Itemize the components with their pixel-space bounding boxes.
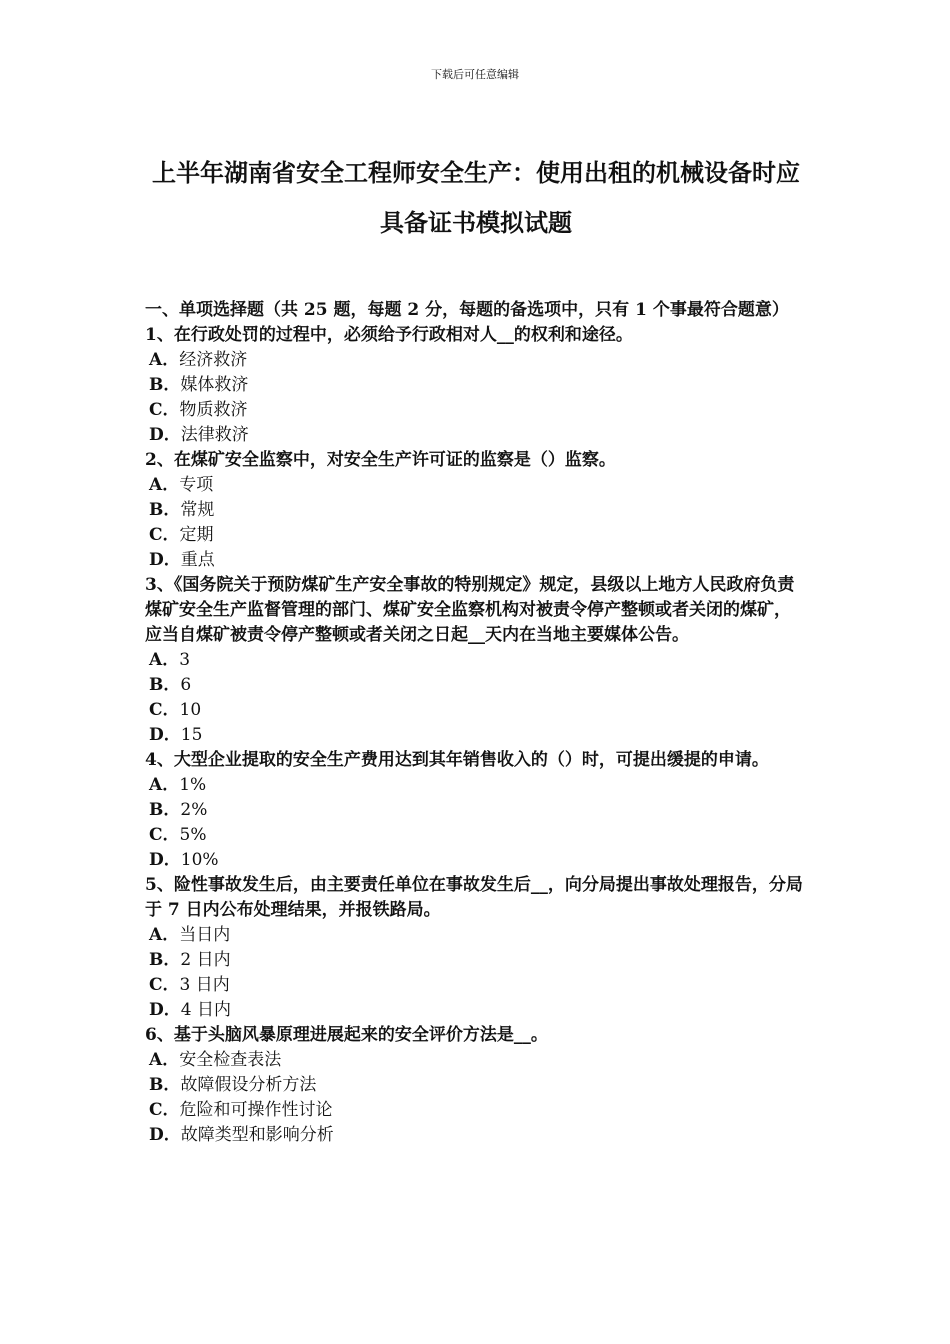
question-stem: 1、在行政处罚的过程中，必须给予行政相对人__的权利和途径。 [145, 325, 633, 345]
question-block [145, 1023, 807, 1148]
option-letter: A． [149, 775, 180, 795]
option-text: 重点 [180, 550, 215, 570]
option-item [145, 798, 807, 823]
option-text: 常规 [180, 500, 215, 520]
option-letter: B． [149, 950, 181, 970]
option-text: 媒体救济 [180, 375, 249, 395]
option-text: 安全检查表法 [179, 1050, 282, 1070]
option-item [145, 473, 807, 498]
option-letter: B． [149, 675, 181, 695]
option-item [145, 948, 807, 973]
question-stem: 6、基于头脑风暴原理进展起来的安全评价方法是__。 [145, 1025, 548, 1045]
option-list [145, 648, 807, 748]
option-letter: B． [149, 800, 181, 820]
option-letter: D． [149, 725, 181, 745]
option-item [145, 998, 807, 1023]
option-letter: A． [149, 475, 180, 495]
document-title: 上半年湖南省安全工程师安全生产：使用出租的机械设备时应具备证书模拟试题 [152, 158, 800, 237]
option-list [145, 473, 807, 573]
option-list [145, 348, 807, 448]
option-letter: D． [149, 425, 181, 445]
question-list [145, 323, 807, 1148]
option-letter: C． [149, 825, 180, 845]
option-letter: C． [149, 700, 180, 720]
option-text: 1% [179, 775, 207, 795]
question-block [145, 573, 807, 748]
option-item [145, 373, 807, 398]
option-letter: C． [149, 1100, 180, 1120]
option-item [145, 698, 807, 723]
option-item [145, 723, 807, 748]
option-item [145, 773, 807, 798]
option-item [145, 648, 807, 673]
question-block [145, 448, 807, 573]
header-note: 下载后可任意编辑 [431, 68, 519, 81]
option-item [145, 1073, 807, 1098]
option-text: 专项 [179, 475, 214, 495]
option-letter: A． [149, 650, 180, 670]
option-letter: B． [149, 375, 181, 395]
question-stem: 3、《国务院关于预防煤矿生产安全事故的特别规定》规定，县级以上地方人民政府负责煤矿安全生产监督管理的部门、煤矿安全监察机构对被责令停产整顿或者关闭的煤矿，应当自煤矿被责令停产整顿或者关闭之日起__天内在当地主要媒体公告。 [145, 575, 795, 645]
option-letter: C． [149, 525, 180, 545]
option-item [145, 398, 807, 423]
question-block [145, 873, 807, 1023]
option-text: 5% [179, 825, 207, 845]
question-stem: 5、险性事故发生后，由主要责任单位在事故发生后__，向分局提出事故处理报告，分局于 7 日内公布处理结果，并报铁路局。 [145, 875, 803, 920]
option-letter: B． [149, 1075, 181, 1095]
option-letter: A． [149, 350, 180, 370]
option-text: 2 日内 [180, 950, 231, 970]
option-list [145, 1048, 807, 1148]
option-item [145, 548, 807, 573]
option-item [145, 823, 807, 848]
option-text: 故障类型和影响分析 [180, 1125, 334, 1145]
option-text: 定期 [179, 525, 214, 545]
question-stem: 4、大型企业提取的安全生产费用达到其年销售收入的（）时，可提出缓提的申请。 [145, 750, 769, 770]
option-text: 3 [179, 650, 191, 670]
option-text: 危险和可操作性讨论 [179, 1100, 333, 1120]
option-item [145, 1048, 807, 1073]
option-item [145, 348, 807, 373]
section-heading: 一、单项选择题（共 25 题，每题 2 分，每题的备选项中，只有 1 个事最符合题意） [145, 300, 789, 320]
option-letter: C． [149, 400, 180, 420]
option-text: 法律救济 [180, 425, 249, 445]
option-item [145, 498, 807, 523]
question-stem: 2、在煤矿安全监察中，对安全生产许可证的监察是（）监察。 [145, 450, 616, 470]
option-item [145, 1123, 807, 1148]
option-letter: D． [149, 1125, 181, 1145]
option-letter: A． [149, 925, 180, 945]
option-item [145, 973, 807, 998]
option-item [145, 1098, 807, 1123]
option-item [145, 923, 807, 948]
option-letter: D． [149, 850, 181, 870]
option-letter: B． [149, 500, 181, 520]
option-item [145, 673, 807, 698]
option-text: 故障假设分析方法 [180, 1075, 317, 1095]
option-item [145, 848, 807, 873]
exam-content [145, 298, 807, 1148]
option-letter: D． [149, 550, 181, 570]
option-text: 经济救济 [179, 350, 248, 370]
option-text: 15 [180, 725, 203, 745]
question-block [145, 748, 807, 873]
option-letter: D． [149, 1000, 181, 1020]
option-text: 10 [179, 700, 202, 720]
option-text: 物质救济 [179, 400, 248, 420]
option-letter: A． [149, 1050, 180, 1070]
option-text: 10% [180, 850, 219, 870]
question-block [145, 323, 807, 448]
option-text: 4 日内 [180, 1000, 231, 1020]
option-text: 3 日内 [179, 975, 230, 995]
option-text: 当日内 [179, 925, 231, 945]
option-letter: C． [149, 975, 180, 995]
option-item [145, 423, 807, 448]
option-item [145, 523, 807, 548]
option-text: 6 [180, 675, 192, 695]
option-list [145, 923, 807, 1023]
option-list [145, 773, 807, 873]
option-text: 2% [180, 800, 208, 820]
